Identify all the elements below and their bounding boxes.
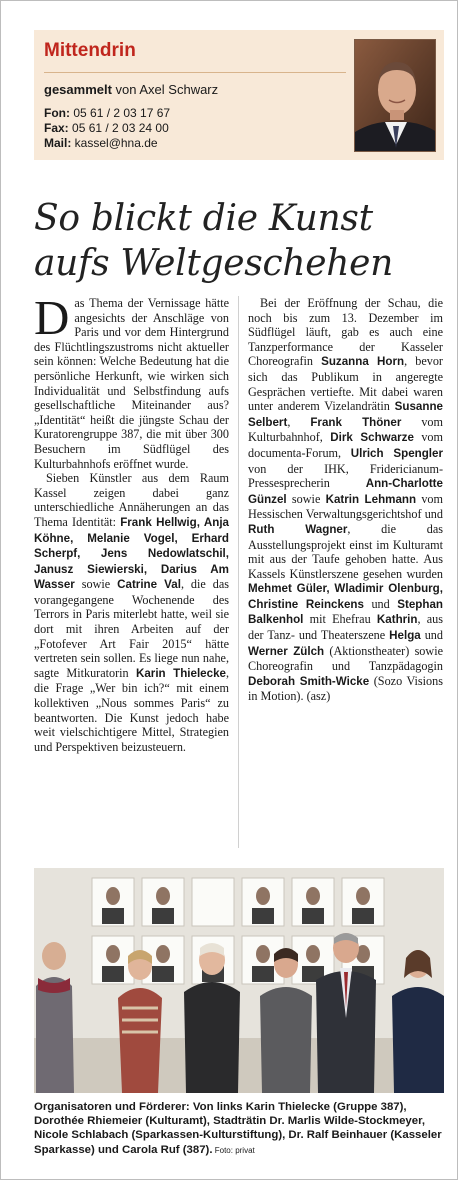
person-name: Karin Thielecke xyxy=(135,666,226,680)
text-run: vom Hessischen Verwaltungsgerichtshof und xyxy=(248,491,444,522)
photo-credit: Foto: privat xyxy=(212,1145,255,1155)
mail-label: Mail: xyxy=(44,136,72,150)
phone-label: Fon: xyxy=(44,106,70,120)
person-name: Frank Thöner xyxy=(310,415,402,429)
text-run: , die Frage „Wer bin ich?“ mit einem kollektiven „Nous sommes Paris“ zu beantworten. Die Kunst jedoch habe weit vielschichtigere Mittel, Strategien und Perspektiven beizusteuern. xyxy=(34,665,230,754)
person-name: Ruth Wagner xyxy=(248,522,348,536)
person-name: Stephan Balkenhol xyxy=(248,597,443,627)
byline xyxy=(44,82,218,97)
text-run: , die das Ausstellungsprojekt einst im Kulturamt mit aus der Taufe gehoben hatte. Aus Kassels Künstlerszene gesehen wurden xyxy=(248,521,443,581)
paragraph-2 xyxy=(34,471,229,754)
column-kicker: Mittendrin xyxy=(44,40,136,61)
contact-mail xyxy=(44,136,170,151)
headline-line-2: aufs Weltgeschehen xyxy=(34,243,393,284)
person-name: Catrine Val xyxy=(117,578,181,592)
drop-cap: D xyxy=(34,290,70,345)
header-rule xyxy=(44,72,346,73)
person-name: Werner Zülch xyxy=(248,644,325,658)
paragraph-1 xyxy=(34,290,229,471)
column-header-box xyxy=(34,30,444,160)
fax-label: Fax: xyxy=(44,121,69,135)
text-run: , xyxy=(287,414,311,429)
text-run: Sieben Künstler aus dem Raum Kassel zeigen dabei ganz unterschiedliche Annäherungen an das Thema Identität: xyxy=(34,471,229,529)
person-name: Ann-Charlotte Günzel xyxy=(248,477,443,506)
caption-text: Organisatoren und Förderer: Von links Karin Thielecke (Gruppe 387), Dorothée Rhiemeier (Kulturamt), Stadträtin Dr. Marlis Wilde-Stockmeyer, Nicole Schlabach (Sparkassen-Kulturstiftung), Dr. Ralf Beinhauer (Kasseler Sparkasse) und Carola Ruf (387). xyxy=(34,1101,442,1156)
person-name: Dirk Schwarze xyxy=(330,431,414,445)
person-name: Kathrin xyxy=(376,613,418,627)
text-run: , aus der Tanz- und Theaterszene xyxy=(248,612,443,643)
article-column-left xyxy=(34,290,230,754)
person-name: Suzanna Horn xyxy=(321,355,405,369)
text-run: , die das vorangegangene Wochenende des Terrors in Paris miterlebt hatte, weil sie dort mit ihren Arbeiten auf der „Fotofever Art Fair 2015“ hätte vertreten sein sollen. Es liege nun nahe, sagte Mitkuratorin xyxy=(34,577,229,680)
person-name: Katrin Lehmann xyxy=(325,492,417,506)
byline-bold: gesammelt xyxy=(44,82,112,97)
text-run: und xyxy=(363,596,398,611)
person-name: Ulrich Spengler xyxy=(350,446,443,460)
contact-fax xyxy=(44,121,170,136)
text-run: (Aktionstheater) sowie Choreografin und Tanzpädagogin xyxy=(248,643,443,674)
text-run: sowie xyxy=(74,577,118,592)
text-run: Bei der Eröffnung der Schau, die noch bis zum 13. Dezember im Südflügel läuft, gab es auch eine Tanzperformance der Kasseler Choreografin xyxy=(248,296,443,369)
phone-value: 05 61 / 2 03 17 67 xyxy=(70,106,171,120)
byline-author: von Axel Schwarz xyxy=(111,82,219,97)
text-run: (Sozo Visions in Motion). (asz) xyxy=(248,673,443,704)
paragraph-3 xyxy=(248,296,443,704)
article-column-right xyxy=(248,296,443,704)
headline-line-1: So blickt die Kunst xyxy=(34,198,373,239)
person-name: Susanne Selbert xyxy=(248,400,443,429)
text-run: vom documenta-Forum, xyxy=(248,430,444,460)
column-divider xyxy=(238,296,239,848)
author-portrait xyxy=(354,39,436,152)
contact-block xyxy=(44,106,170,151)
group-photo xyxy=(34,868,444,1093)
text-run: sowie xyxy=(286,491,326,506)
text-run: mit Ehefrau xyxy=(303,612,377,627)
text-run: vom Kulturbahnhof, xyxy=(248,414,444,445)
photo-caption xyxy=(34,1100,444,1158)
mail-value: kassel@hna.de xyxy=(71,136,158,150)
text-run: und xyxy=(420,628,443,643)
person-name: Mehmet Güler, Wladimir Olenburg, Christine Reinckens xyxy=(248,582,443,611)
contact-phone xyxy=(44,106,170,121)
fax-value: 05 61 / 2 03 24 00 xyxy=(68,121,169,135)
paragraph-1-text: as Thema der Vernissage hätte angesichts der Anschläge von Paris und vor dem Hintergrund des Flüchtlingszustroms nicht aktueller sein können: Welche Bedeutung hat die persönliche Herkunft, wie wirken sich Individualität und Selbstfindung aufs gesellschaftliche Miteinander aus? „Identität“ heißt die jüngste Schau der Kuratorengruppe 387, die mit über 300 Besuchern im Südflügel des Kulturbahnhofs eröffnet wurde. xyxy=(34,296,229,471)
text-run: von der IHK, Fridericianum-Pressesprecherin xyxy=(248,461,443,491)
text-run: , bevor sich das Publikum in angeregte Gesprächen vertiefte. Mit dabei waren unter anderem Vizelandrätin xyxy=(248,354,443,414)
artist-names: Frank Hellwig, Anja Köhne, Melanie Vogel, Erhard Scherpf, Jens Nedowlatschil, Janusz Siewierski, Darius Am Wasser xyxy=(34,515,229,592)
person-name: Helga xyxy=(389,629,421,643)
headline xyxy=(34,196,444,286)
person-name: Deborah Smith-Wicke xyxy=(248,674,370,688)
